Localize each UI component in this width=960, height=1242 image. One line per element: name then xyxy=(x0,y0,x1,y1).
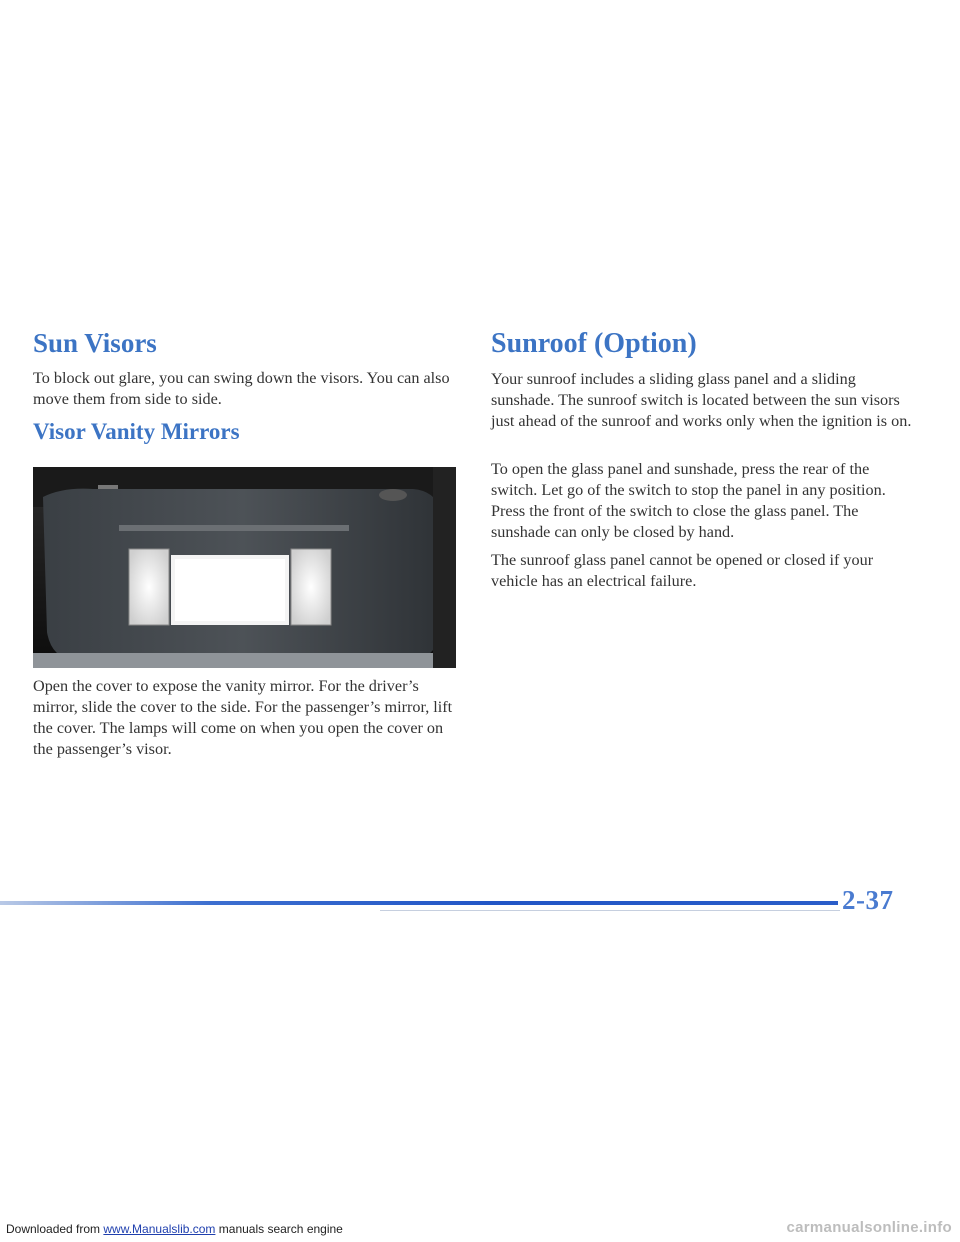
page-number: 2-37 xyxy=(842,885,894,915)
vanity-mirrors-text: Open the cover to expose the vanity mirror. For the driver’s mirror, slide the cover to the side. For the passenger’s mirror, lift the cover. The lamps will come on when you open the cover on the passenger’s visor. xyxy=(33,677,453,758)
vanity-mirror-photo xyxy=(33,467,456,668)
sun-visors-heading: Sun Visors xyxy=(33,328,157,358)
footer-prefix: Downloaded from xyxy=(6,1222,104,1236)
manualslib-link[interactable]: www.Manualslib.com xyxy=(103,1222,216,1236)
watermark: carmanualsonline.info xyxy=(786,1219,952,1236)
download-footer xyxy=(6,1222,343,1236)
sunroof-heading: Sunroof (Option) xyxy=(491,328,697,359)
sun-visors-text: To block out glare, you can swing down the visors. You can also move them from side to side. xyxy=(33,369,450,408)
vanity-mirrors-heading: Visor Vanity Mirrors xyxy=(33,419,240,444)
sunroof-paragraph-1: Your sunroof includes a sliding glass panel and a sliding sunshade. The sunroof switch is located between the sun visors just ahead of the sunroof and works only when the ignition is on. xyxy=(491,370,912,430)
footer-suffix: manuals search engine xyxy=(215,1222,343,1236)
page-rule xyxy=(0,901,838,905)
sunroof-paragraph-3: The sunroof glass panel cannot be opened or closed if your vehicle has an electrical failure. xyxy=(491,551,874,590)
sunroof-paragraph-2: To open the glass panel and sunshade, press the rear of the switch. Let go of the switch to stop the panel in any position. Press the front of the switch to close the glass panel. The sunshade can only be closed by hand. xyxy=(491,460,886,541)
page-rule-thin xyxy=(380,910,840,911)
